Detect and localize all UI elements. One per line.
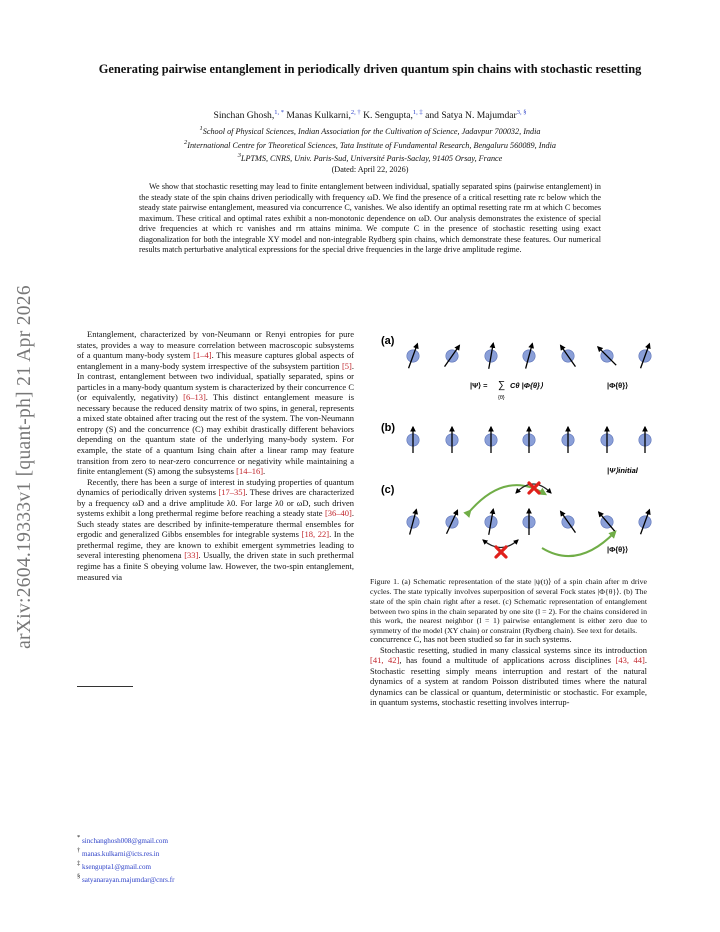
- affiliation-3-text: LPTMS, CNRS, Univ. Paris-Sud, Université Paris-Saclay, 91405 Orsay, France: [240, 154, 503, 164]
- footnote-3: ‡ ksengupta1@gmail.com: [77, 860, 152, 871]
- author-2-marks[interactable]: 2, †: [350, 109, 361, 116]
- email-link[interactable]: sinchanghosh008@gmail.com: [82, 837, 168, 845]
- affiliation-3: [60, 151, 680, 165]
- eq-sum: ∑: [498, 380, 506, 391]
- spin-row-c: [407, 509, 651, 535]
- footnote-2: † manas.kulkarni@icts.res.in: [77, 847, 160, 858]
- spin-icon: [523, 343, 535, 368]
- spin-icon: [523, 427, 535, 453]
- label-phi-a: |Φ{θ}⟩: [607, 381, 629, 390]
- footnotes: [77, 833, 174, 885]
- affiliation-3-num: 3: [237, 152, 241, 160]
- spin-icon: [485, 343, 497, 369]
- citation[interactable]: [14–16]: [236, 466, 264, 477]
- affiliation-1: [60, 124, 680, 138]
- label-initial: |Ψ⟩initial: [607, 466, 638, 475]
- eq-psi-lhs: |Ψ⟩ =: [470, 381, 488, 390]
- nn-arrow-icon: [483, 540, 518, 548]
- abstract: We show that stochastic resetting may lead to finite entanglement between individual, spatially separated spins (pairwise entanglement) in the steady state of the spin chains driven periodically with frequency ωD. We find the presence of a critical resetting rate rc below which the steady state pairwise entanglement, measured via concurrence C, vanishes. We also identify an optimal resetting rate rm at which C becomes maximum. These critical and optimal rates exhibit a non-monotonic dependence on ωD. Our analysis demonstrates the existence of special drive frequencies at which rc vanishes and rm attains minima. We compute C in the presence of stochastic resetting using exact diagonalization for both the integrable XY model and non-integrable Rydberg spin chains, which demonstrate these features. Our numerical results match perturbative analytical expressions for the special drive frequencies in the large drive amplitude regime.: [139, 182, 601, 254]
- footnote-1: * sinchanghosh008@gmail.com: [77, 834, 168, 845]
- spin-icon: [446, 510, 458, 534]
- spin-icon: [561, 511, 576, 532]
- figure-1: [375, 330, 657, 570]
- citation[interactable]: [43, 44]: [615, 655, 645, 666]
- spin-icon: [407, 427, 419, 453]
- author-4-marks[interactable]: 3, §: [516, 109, 527, 116]
- footnote-rule: [77, 686, 133, 687]
- citation[interactable]: [1–4]: [193, 350, 212, 361]
- citation[interactable]: [17–35]: [218, 487, 246, 498]
- citation[interactable]: [36–40]: [324, 508, 352, 519]
- author-conj: and: [425, 110, 439, 121]
- footnote-4: § satyanarayan.majumdar@cnrs.fr: [77, 873, 175, 884]
- citation[interactable]: [41, 42]: [370, 655, 400, 666]
- affiliations: [60, 124, 680, 175]
- arxiv-id: arXiv:2604.19333v1 [quant-ph] 21 Apr 2026: [14, 285, 35, 649]
- spin-icon: [445, 345, 460, 366]
- red-cross-icon: [496, 547, 506, 557]
- label-phi-c: |Φ{θ}⟩: [607, 545, 629, 554]
- spin-icon: [485, 427, 497, 453]
- right-paragraph-1: concurrence C, has not been studied so far in such systems.: [370, 634, 572, 644]
- email-link[interactable]: manas.kulkarni@icts.res.in: [82, 850, 160, 858]
- paper-title: Generating pairwise entanglement in periodically driven quantum spin chains with stochastic resetting: [98, 62, 642, 76]
- arxiv-sidebar-stamp: [12, 262, 38, 672]
- spin-icon: [598, 347, 616, 365]
- citation[interactable]: [5]: [341, 360, 352, 371]
- citation[interactable]: [18, 22]: [301, 529, 330, 540]
- figure-caption: Figure 1. (a) Schematic representation of the state |ψ(t)⟩ of a spin chain after m drive cycles. The state typically involves superposition of several Fock states |Φ{θ}⟩. (b) The state of the spin chain right after a reset. (c) Schematic representation of entanglement between two spins in the chain separated by one site (l = 2). For the chains considered in this work, the nearest neighbor (l = 1) pairwise entanglement is either zero due to symmetry of the model (XY chain) or constraint (Rydberg chain). See text for details.: [370, 577, 647, 636]
- spin-icon: [561, 345, 576, 366]
- spin-icon: [639, 427, 651, 453]
- affiliation-1-text: School of Physical Sciences, Indian Association for the Cultivation of Science, Jadavpur 700032, India: [202, 127, 541, 136]
- right-paragraph-2: Stochastic resetting, studied in many classical systems since its introduction [41, 42], has found a multitude of applications across disciplines [43, 44]. Stochastic resetting simply means interruption and restart of the natural dynamics of a system at random Poisson distributed times where the natural dynamics can be classical or quantum, deterministic or stochastic. For example, in quantum systems, stochastic resetting involves interrup-: [370, 644, 647, 708]
- panel-label-b: (b): [381, 422, 396, 434]
- right-column: [370, 634, 647, 708]
- intro-paragraph-1: Entanglement, characterized by von-Neumann or Renyi entropies for pure states, provides a way to measure correlation between macroscopic subsystems of a quantum many-body system [1–4]. This measure captures global aspects of entanglement in a many-body system irrespective of the subsystem partition [5]. In contrast, entanglement between two individual, spatially separated, spins or particles in a many-body quantum system is characterized by their concurrence C (or equivalently, negativity) [6–13]. This distinct entanglement measure is necessary because the reduced density matrix of two spins, in general, represents a mixed state obtained after tracing out the rest of the system. The von-Neumann entropy (S) and the concurrence (C) may exhibit drastically different behaviors depending on the quantum state of the underlying many-body system. For example, the state of a quantum Ising chain after a linear ramp may feature transition from zero to near-zero concurrence or negativity while maintaining a finite entanglement (S) among the subsystems [14–16].: [77, 329, 354, 477]
- spin-row-a: [407, 343, 651, 369]
- author-2: Manas Kulkarni,: [286, 110, 351, 121]
- eq-rhs: Cθ |Φ{θ}⟩: [510, 381, 543, 390]
- spin-icon: [407, 344, 419, 368]
- author-3-marks[interactable]: 1, ‡: [412, 109, 423, 116]
- spin-icon: [639, 344, 651, 368]
- affiliation-1-num: 1: [199, 125, 203, 132]
- panel-label-c: (c): [381, 484, 395, 496]
- affiliation-2: [60, 138, 680, 152]
- dated-line: (Dated: April 22, 2026): [331, 164, 409, 174]
- spin-icon: [485, 509, 497, 535]
- spin-icon: [446, 427, 458, 453]
- affiliation-2-text: International Centre for Theoretical Sciences, Tata Institute of Fundamental Research, Bengaluru 560089, India: [187, 140, 557, 150]
- intro-paragraph-2: Recently, there has been a surge of interest in studying properties of quantum dynamics of periodically driven systems [17–35]. These drives are characterized by a frequency ωD and a drive amplitude λ0. For large λ0 or ωD, such driven systems exhibit a long prethermal regime before reaching a steady state [36–40]. Such steady states are described by infinite-temperature thermal ensembles for ergodic and generalized Gibbs ensembles for integrable systems [18, 22]. In the prethermal regime, they are known to exhibit emergent symmetries leading to several interesting phenomena [33]. Usually, the driven state in such prethermal regime has a finite S obeying volume law. However, the two-spin entanglement, measured via: [77, 476, 354, 582]
- author-1: Sinchan Ghosh,: [213, 110, 275, 121]
- left-column: [77, 329, 354, 582]
- spin-icon: [562, 427, 574, 453]
- author-3: K. Sengupta,: [363, 110, 413, 121]
- eq-sum-sub: {θ}: [498, 395, 505, 401]
- spin-icon: [599, 512, 616, 532]
- spin-icon: [601, 427, 613, 453]
- spin-row-b: [407, 427, 651, 453]
- spin-icon: [407, 509, 419, 534]
- citation[interactable]: [33]: [184, 550, 199, 561]
- spin-icon: [639, 510, 651, 534]
- author-4: Satya N. Majumdar: [441, 110, 517, 121]
- citation[interactable]: [6–13]: [183, 392, 206, 403]
- spin-icon: [523, 509, 535, 535]
- affiliation-2-num: 2: [183, 138, 188, 146]
- panel-label-a: (a): [381, 335, 395, 347]
- author-list: [60, 109, 680, 121]
- author-1-marks[interactable]: 1, *: [274, 109, 285, 116]
- green-arrow-icon: [542, 532, 615, 556]
- email-link[interactable]: ksengupta1@gmail.com: [82, 863, 152, 871]
- email-link[interactable]: satyanarayan.majumdar@cnrs.fr: [82, 876, 175, 884]
